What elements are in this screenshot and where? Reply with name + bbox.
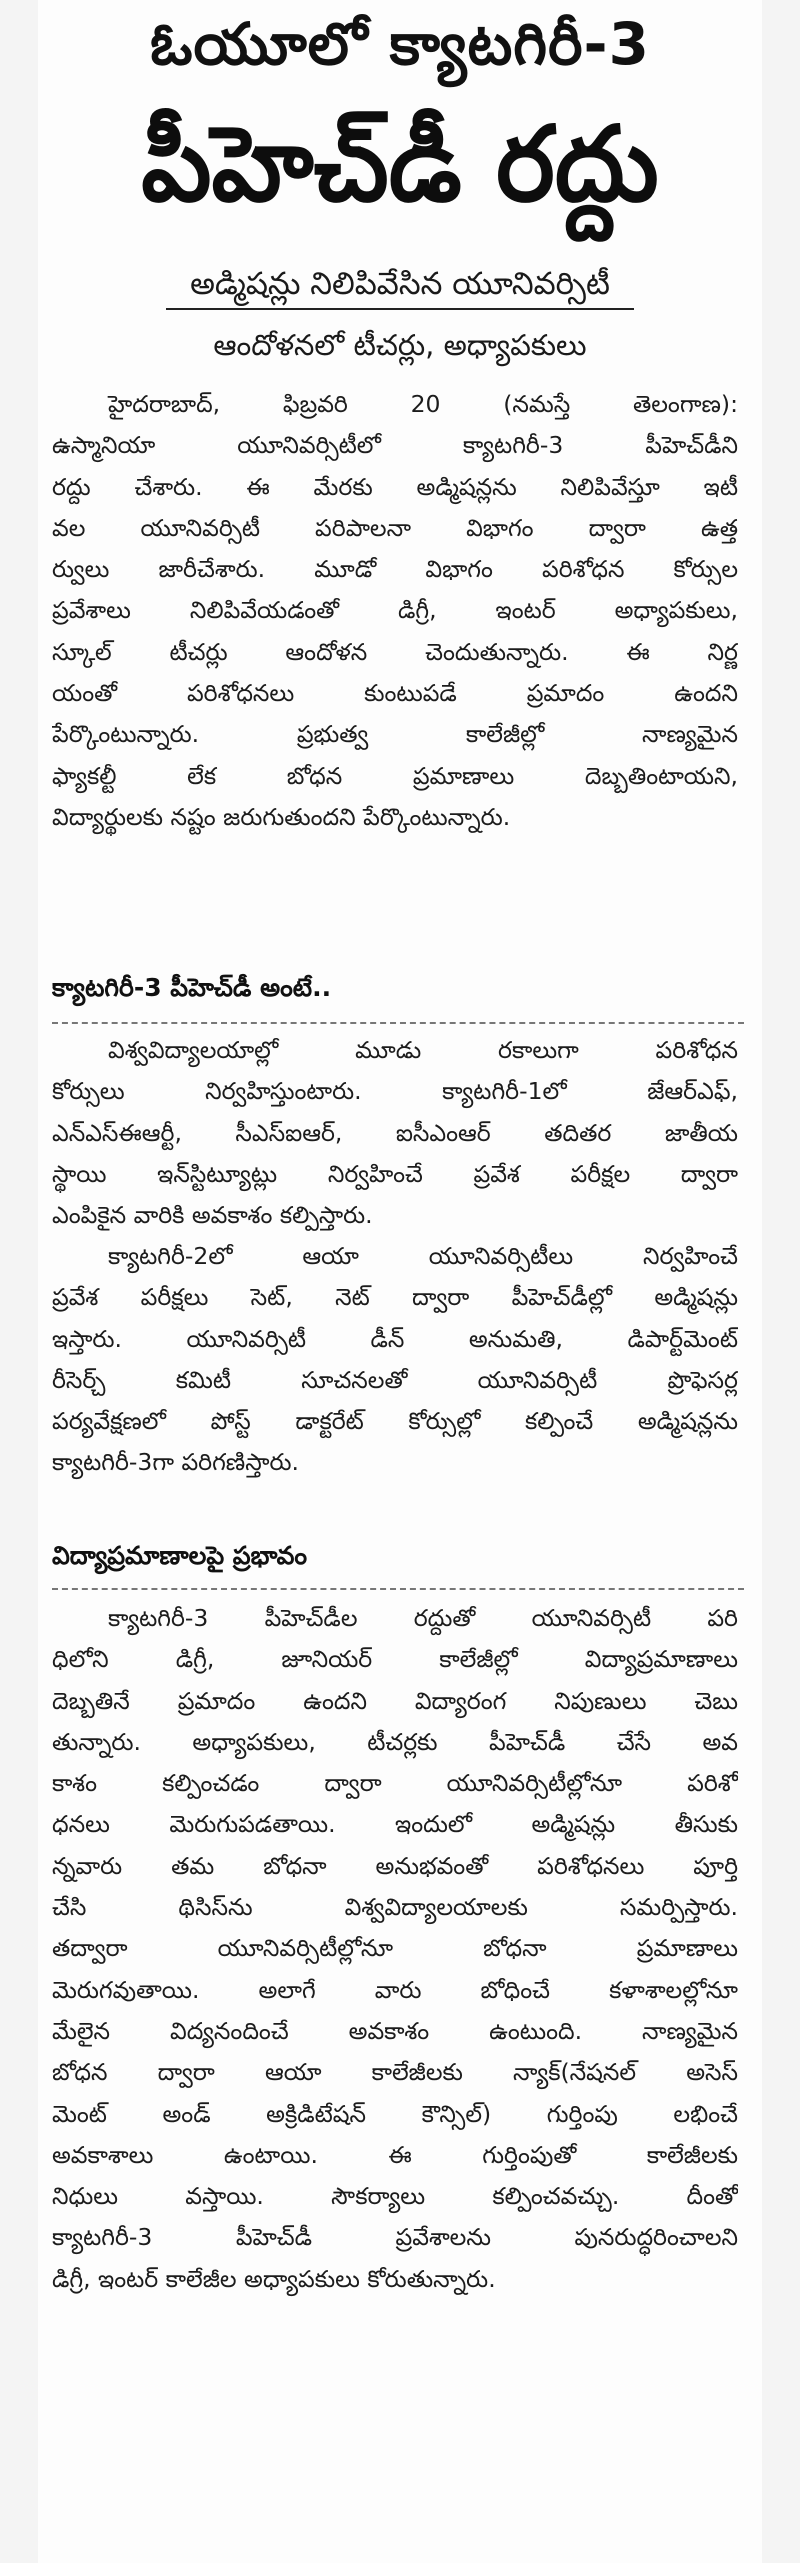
paragraph-line: కాశం కల్పించడం ద్వారా యూనివర్సిటీల్లోనూ పరిశో [52, 1769, 738, 1798]
paragraph-line: బోధన ద్వారా ఆయా కాలేజీలకు న్యాక్(నేషనల్ అసెస్ [52, 2058, 738, 2087]
paragraph-line: ఎంపికైన వారికి అవకాశం కల్పిస్తారు. [52, 1201, 373, 1230]
paragraph-line: న్నవారు తమ బోధనా అనుభవంతో పరిశోధనలు పూర్తి [52, 1851, 738, 1880]
category-paragraph-1 [52, 1030, 738, 1236]
paragraph-line: మెంట్ అండ్ అక్రిడిటేషన్ కౌన్సిల్) గుర్తింపు లభించే [52, 2099, 738, 2128]
paragraph-line: నిధులు వస్తాయి. సౌకర్యాలు కల్పించవచ్చు. దీంతో [52, 2182, 738, 2211]
section-heading-impact: విద్యాప్రమాణాలపై ప్రభావం [52, 1541, 308, 1570]
paragraph-line: దెబ్బతినే ప్రమాదం ఉందని విద్యారంగ నిపుణులు చెబు [52, 1686, 738, 1715]
paragraph-line: ఇస్తారు. యూనివర్సిటీ డీన్ అనుమతి, డిపార్ట్‌మెంట్ [52, 1324, 738, 1353]
paragraph-line: క్యాటగిరీ-3 పీహెచ్‌డీ ప్రవేశాలను పునరుద్ధరించాలని [52, 2223, 738, 2252]
impact-paragraph [52, 1598, 738, 2300]
paragraph-line: చేసి థిసిస్‌ను విశ్వవిద్యాలయాలకు సమర్పిస్తారు. [52, 1893, 738, 1922]
headline-line-2: పీహెచ్‌డీ రద్దు [141, 103, 659, 225]
paragraph-line: ధనలు మెరుగుపడతాయి. ఇందులో అడ్మిషన్లు తీసుకు [52, 1810, 738, 1839]
dashed-divider [52, 1022, 744, 1024]
paragraph-line: ధిలోని డిగ్రీ, జూనియర్ కాలేజీల్లో విద్యాప్రమాణాలు [52, 1645, 738, 1674]
subheadline-2: ఆందోళనలో టీచర్లు, అధ్యాపకులు [213, 328, 587, 362]
paragraph-line: పేర్కొంటున్నారు. ప్రభుత్వ కాలేజీల్లో నాణ్యమైన [52, 720, 738, 749]
paragraph-line: డిగ్రీ, ఇంటర్ కాలేజీల అధ్యాపకులు కోరుతున్నారు. [52, 2264, 496, 2293]
paragraph-line: క్యాటగిరీ-3 పీహెచ్‌డీల రద్దుతో యూనివర్సిటీ పరి [108, 1604, 738, 1632]
category-paragraph-2 [52, 1236, 738, 1484]
paragraph-line: తద్వారా యూనివర్సిటీల్లోనూ బోధనా ప్రమాణాలు [52, 1934, 738, 1963]
paragraph-line: ఉస్మానియా యూనివర్సిటీలో క్యాటగిరీ-3 పీహెచ్‌డీని [52, 431, 738, 460]
paragraph-line: తున్నారు. అధ్యాపకులు, టీచర్లకు పీహెచ్‌డీ చేసే అవ [52, 1727, 738, 1756]
subheadline: అడ్మిషన్లు నిలిపివేసిన యూనివర్సిటీ [190, 266, 610, 302]
paragraph-line: విద్యార్థులకు నష్టం జరుగుతుందని పేర్కొంటున్నారు. [52, 802, 511, 831]
dashed-divider [52, 1588, 744, 1590]
paragraph-line: ప్రవేశాలు నిలిపివేయడంతో డిగ్రీ, ఇంటర్ అధ్యాపకులు, [52, 596, 738, 625]
paragraph-line: ర్వులు జారీచేశారు. మూడో విభాగం పరిశోధన కోర్సుల [52, 555, 738, 584]
paragraph-line: విశ్వవిద్యాలయాల్లో మూడు రకాలుగా పరిశోధన [108, 1036, 738, 1064]
paragraph-line: క్యాటగిరీ-2లో ఆయా యూనివర్సిటీలు నిర్వహించే [108, 1242, 738, 1270]
paragraph-line: స్కూల్ టీచర్లు ఆందోళన చెందుతున్నారు. ఈ నిర్ణ [52, 637, 738, 666]
paragraph-line: యంతో పరిశోధనలు కుంటుపడే ప్రమాదం ఉందని [52, 679, 738, 708]
right-margin [762, 0, 800, 2563]
paragraph-line: వల యూనివర్సిటీ పరిపాలనా విభాగం ద్వారా ఉత్త [52, 513, 738, 542]
subheadline-underline [166, 308, 634, 310]
paragraph-line: ఫ్యాకల్టీ లేక బోధన ప్రమాణాలు దెబ్బతింటాయని, [52, 761, 738, 790]
paragraph-line: పర్యవేక్షణలో పోస్ట్ డాక్టరేట్ కోర్సుల్లో కల్పించే అడ్మిషన్లను [52, 1407, 738, 1436]
paragraph-line: రద్దు చేశారు. ఈ మేరకు అడ్మిషన్లను నిలిపివేస్తూ ఇటీ [52, 472, 738, 501]
paragraph-line: క్యాటగిరీ-3గా పరిగణిస్తారు. [52, 1448, 299, 1477]
paragraph-line: ప్రవేశ పరీక్షలు సెట్, నెట్ ద్వారా పీహెచ్‌డీల్లో అడ్మిషన్లు [52, 1283, 738, 1312]
news-clipping [38, 0, 762, 2563]
headline-line-1: ఓయూలో క్యాటగిరీ-3 [150, 10, 650, 78]
paragraph-line: రీసెర్చ్ కమిటీ సూచనలతో యూనివర్సిటీ ప్రొఫెసర్ల [52, 1365, 738, 1394]
paragraph-line: కోర్సులు నిర్వహిస్తుంటారు. క్యాటగిరీ-1లో జేఆర్ఎఫ్, [52, 1077, 738, 1106]
paragraph-line: మెరుగవుతాయి. అలాగే వారు బోధించే కళాశాలల్లోనూ [52, 1975, 738, 2004]
section-heading-category3: క్యాటగిరీ-3 పీహెచ్‌డీ అంటే.. [52, 973, 332, 1002]
paragraph-line: మేలైన విద్యనందించే అవకాశం ఉంటుంది. నాణ్యమైన [52, 2016, 738, 2045]
paragraph-line: స్థాయి ఇన్‌స్టిట్యూట్లు నిర్వహించే ప్రవేశ పరీక్షల ద్వారా [52, 1159, 738, 1188]
paragraph-line: ఎన్ఎస్ఈఆర్టీ, సీఎస్ఐఆర్, ఐసీఎంఆర్ తదితర జాతీయ [52, 1118, 738, 1147]
paragraph-line: హైదరాబాద్, ఫిబ్రవరి 20 (నమస్తే తెలంగాణ): [108, 390, 738, 418]
left-margin [0, 0, 38, 2563]
paragraph-line: అవకాశాలు ఉంటాయి. ఈ గుర్తింపుతో కాలేజీలకు [52, 2140, 738, 2169]
intro-paragraph [52, 384, 738, 838]
